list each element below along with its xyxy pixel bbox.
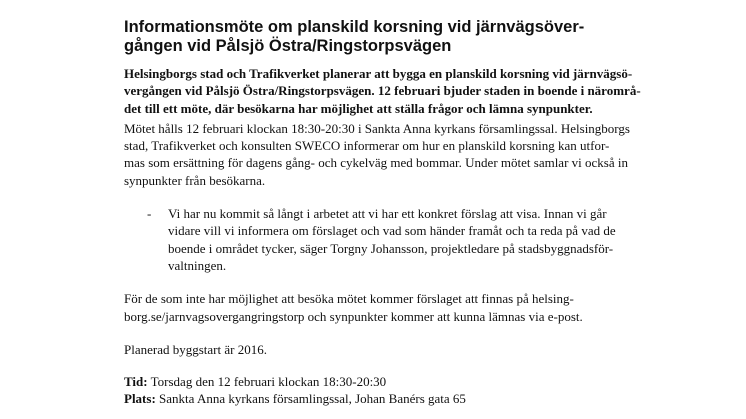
quote-dash: -	[147, 206, 152, 222]
article-title-line: Informationsmöte om planskild korsning vid järnvägsöver-	[124, 18, 585, 36]
lead-line: det till ett möte, där besökarna har möjlighet att ställa frågor och lämna synpunkter.	[124, 100, 593, 116]
article-title-line: gången vid Pålsjö Östra/Ringstorpsvägen	[124, 37, 452, 55]
body-line: Planerad byggstart är 2016.	[124, 341, 267, 357]
body-paragraph-web	[124, 290, 624, 325]
press-release	[124, 18, 641, 408]
event-time	[124, 373, 624, 390]
body-line: mas som ersättning för dagens gång- och cykelväg med bommar. Under mötet samlar vi också in	[124, 155, 628, 171]
body-line: Mötet hålls 12 februari klockan 18:30-20:30 i Sankta Anna kyrkans församlingssal. Helsingborgs	[124, 120, 630, 136]
event-place-label: Plats:	[124, 391, 156, 407]
body-line: För de som inte har möjlighet att besöka mötet kommer förslaget att finnas på helsing-	[124, 291, 574, 307]
event-time-value: Torsdag den 12 februari klockan 18:30-20:30	[147, 374, 387, 390]
body-paragraph-start	[124, 341, 624, 358]
body-line: synpunkter från besökarna.	[124, 172, 266, 188]
quote-line: boende i området tycker, säger Torgny Johansson, projektledare på stadsbyggnadsför-	[168, 240, 614, 256]
lead-line: Helsingborgs stad och Trafikverket planerar att bygga en planskild korsning vid järnvägsö-	[124, 66, 633, 81]
article-lead	[124, 65, 641, 117]
article-title	[124, 18, 624, 56]
event-time-label: Tid:	[124, 374, 148, 390]
event-place-value: Sankta Anna kyrkans församlingssal, Johan Banérs gata 65	[155, 391, 466, 407]
body-paragraph-meeting	[124, 120, 630, 189]
event-info	[124, 373, 624, 408]
quote-line: vidare vill vi informera om förslaget och vad som händer framåt och ta reda på vad de	[168, 223, 616, 239]
body-line: borg.se/jarnvagsovergangringstorp och synpunkter kommer att kunna lämnas via e-post.	[124, 308, 583, 324]
quote-line: valtningen.	[168, 257, 227, 273]
event-place	[124, 390, 624, 407]
body-line: stad, Trafikverket och konsulten SWECO informerar om hur en planskild korsning kan utfor-	[124, 138, 610, 154]
quote-line: Vi har nu kommit så långt i arbetet att vi har ett konkret förslag att visa. Innan vi går	[168, 206, 607, 222]
quote-block	[124, 205, 624, 274]
quote-text	[168, 205, 624, 274]
lead-line: vergången vid Pålsjö Östra/Ringstorpsvägen. 12 februari bjuder staden in boende i närområ-	[124, 83, 641, 99]
